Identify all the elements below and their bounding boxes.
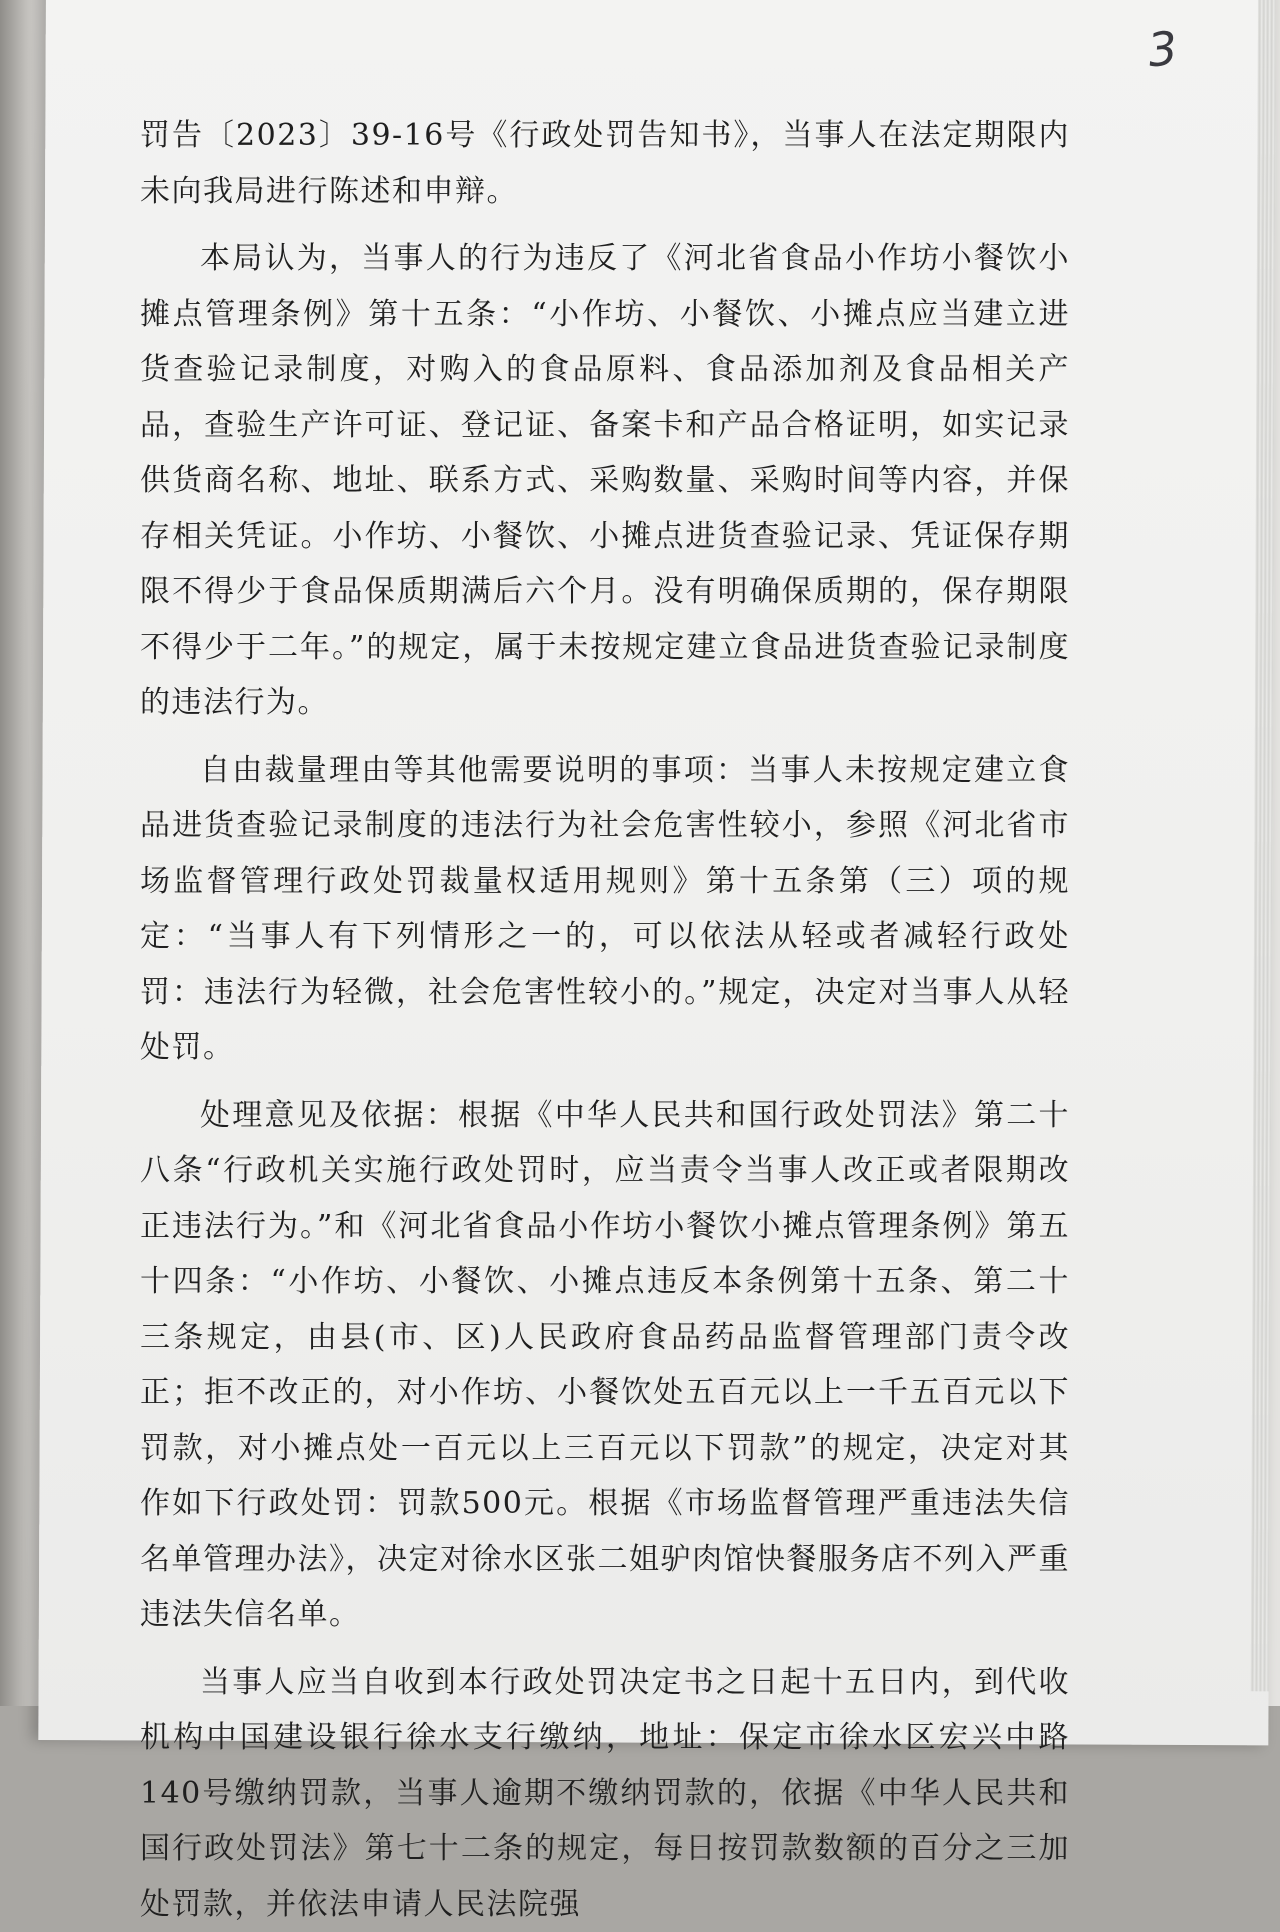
handwritten-page-number: 3 <box>1145 21 1180 78</box>
paragraph-violation-finding: 本局认为，当事人的行为违反了《河北省食品小作坊小餐饮小摊点管理条例》第十五条：“小作坊、小餐饮、小摊点应当建立进货查验记录制度，对购入的食品原料、食品添加剂及食品相关产品，查验生产许可证、登记证、备案卡和产品合格证明，如实记录供货商名称、地址、联系方式、采购数量、采购时间等内容，并保存相关凭证。小作坊、小餐饮、小摊点进货查验记录、凭证保存期限不得少于食品保质期满后六个月。没有明确保质期的，保存期限不得少于二年。”的规定，属于未按规定建立食品进货查验记录制度的违法行为。 <box>140 231 1070 731</box>
paragraph-decision-basis: 处理意见及依据：根据《中华人民共和国行政处罚法》第二十八条“行政机关实施行政处罚时，应当责令当事人改正或者限期改正违法行为。”和《河北省食品小作坊小餐饮小摊点管理条例》第五十四条：“小作坊、小餐饮、小摊点违反本条例第十五条、第二十三条规定，由县(市、区)人民政府食品药品监督管理部门责令改正；拒不改正的，对小作坊、小餐饮处五百元以上一千五百元以下罚款，对小摊点处一百元以上三百元以下罚款”的规定，决定对其作如下行政处罚：罚款500元。根据《市场监督管理严重违法失信名单管理办法》，决定对徐水区张二姐驴肉馆快餐服务店不列入严重违法失信名单。 <box>140 1088 1070 1643</box>
document-body <box>140 108 1070 1932</box>
paragraph-notice-continuation: 罚告〔2023〕39-16号《行政处罚告知书》，当事人在法定期限内未向我局进行陈述和申辩。 <box>140 108 1070 219</box>
paragraph-payment-instructions: 当事人应当自收到本行政处罚决定书之日起十五日内，到代收机构中国建设银行徐水支行缴纳，地址：保定市徐水区宏兴中路140号缴纳罚款，当事人逾期不缴纳罚款的，依据《中华人民共和国行政处罚法》第七十二条的规定，每日按罚款数额的百分之三加处罚款，并依法申请人民法院强 <box>140 1655 1070 1932</box>
page-stack-edge <box>1251 0 1276 1691</box>
paragraph-discretion-reasons: 自由裁量理由等其他需要说明的事项：当事人未按规定建立食品进货查验记录制度的违法行为社会危害性较小，参照《河北省市场监督管理行政处罚裁量权适用规则》第十五条第（三）项的规定：“当事人有下列情形之一的，可以依法从轻或者减轻行政处罚：违法行为轻微，社会危害性较小的。”规定，决定对当事人从轻处罚。 <box>140 743 1070 1076</box>
